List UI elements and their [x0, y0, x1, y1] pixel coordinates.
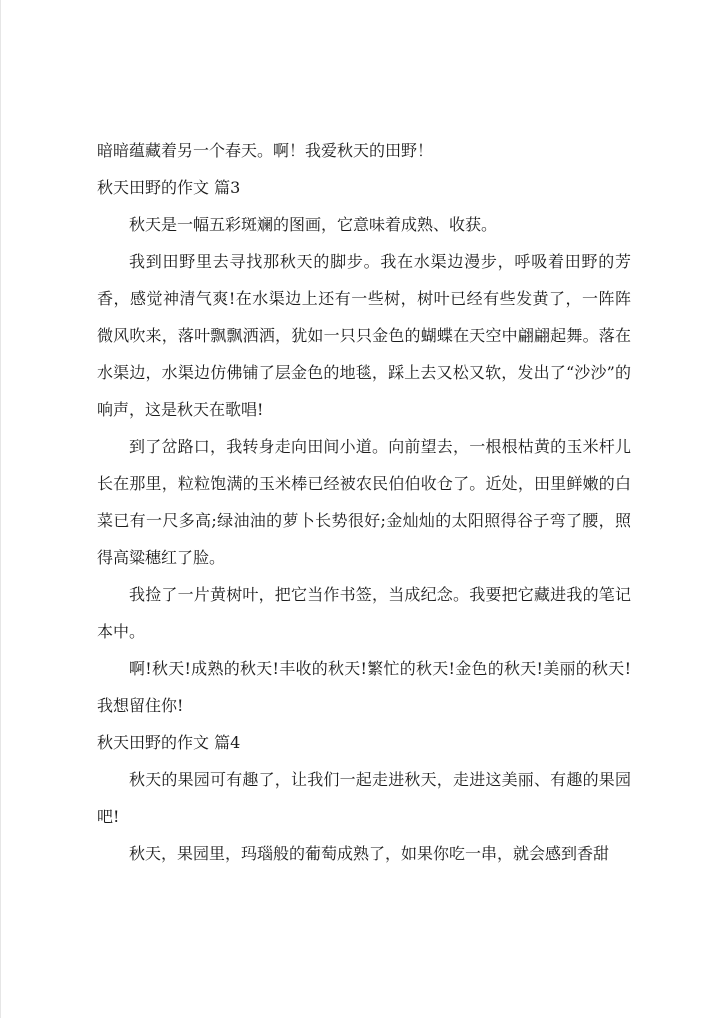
section-heading-4: 秋天田野的作文 篇4	[97, 733, 241, 752]
paragraph-8: 秋天，果园里，玛瑙般的葡萄成熟了，如果你吃一串，就会感到香甜	[129, 844, 610, 863]
paragraph-3: 我到田野里去寻找那秋天的脚步。我在水渠边漫步，呼吸着田野的芳香，感觉神清气爽!在水渠边上还有一些树，树叶已经有些发黄了，一阵阵微风吹来，落叶飘飘洒洒，犹如一只只金色的蝴蝶在天空中翩翩起舞。落在水渠边，水渠边仿佛铺了层金色的地毯，踩上去又松又软，发出了“沙沙”的响声，这是秋天在歌唱!	[97, 252, 631, 419]
paragraph-2: 秋天是一幅五彩斑斓的图画，它意味着成熟、收获。	[129, 215, 498, 234]
section-heading-3: 秋天田野的作文 篇3	[97, 178, 241, 197]
paragraph-7: 秋天的果园可有趣了，让我们一起走进秋天，走进这美丽、有趣的果园吧!	[97, 770, 631, 826]
paragraph-4: 到了岔路口，我转身走向田间小道。向前望去，一根根枯黄的玉米杆儿长在那里，粒粒饱满的玉米棒已经被农民伯伯收仓了。近处，田里鲜嫩的白菜已有一尺多高;绿油油的萝卜长势很好;金灿灿的太阳照得谷子弯了腰，照得高粱穗红了脸。	[97, 437, 631, 567]
paragraph-6: 啊!秋天!成熟的秋天!丰收的秋天!繁忙的秋天!金色的秋天!美丽的秋天!我想留住你!	[97, 659, 631, 715]
paragraph-1: 暗暗蕴藏着另一个春天。啊！我爱秋天的田野！	[97, 141, 434, 160]
document-body	[97, 132, 631, 872]
paragraph-5: 我捡了一片黄树叶，把它当作书签，当成纪念。我要把它藏进我的笔记本中。	[97, 585, 631, 641]
